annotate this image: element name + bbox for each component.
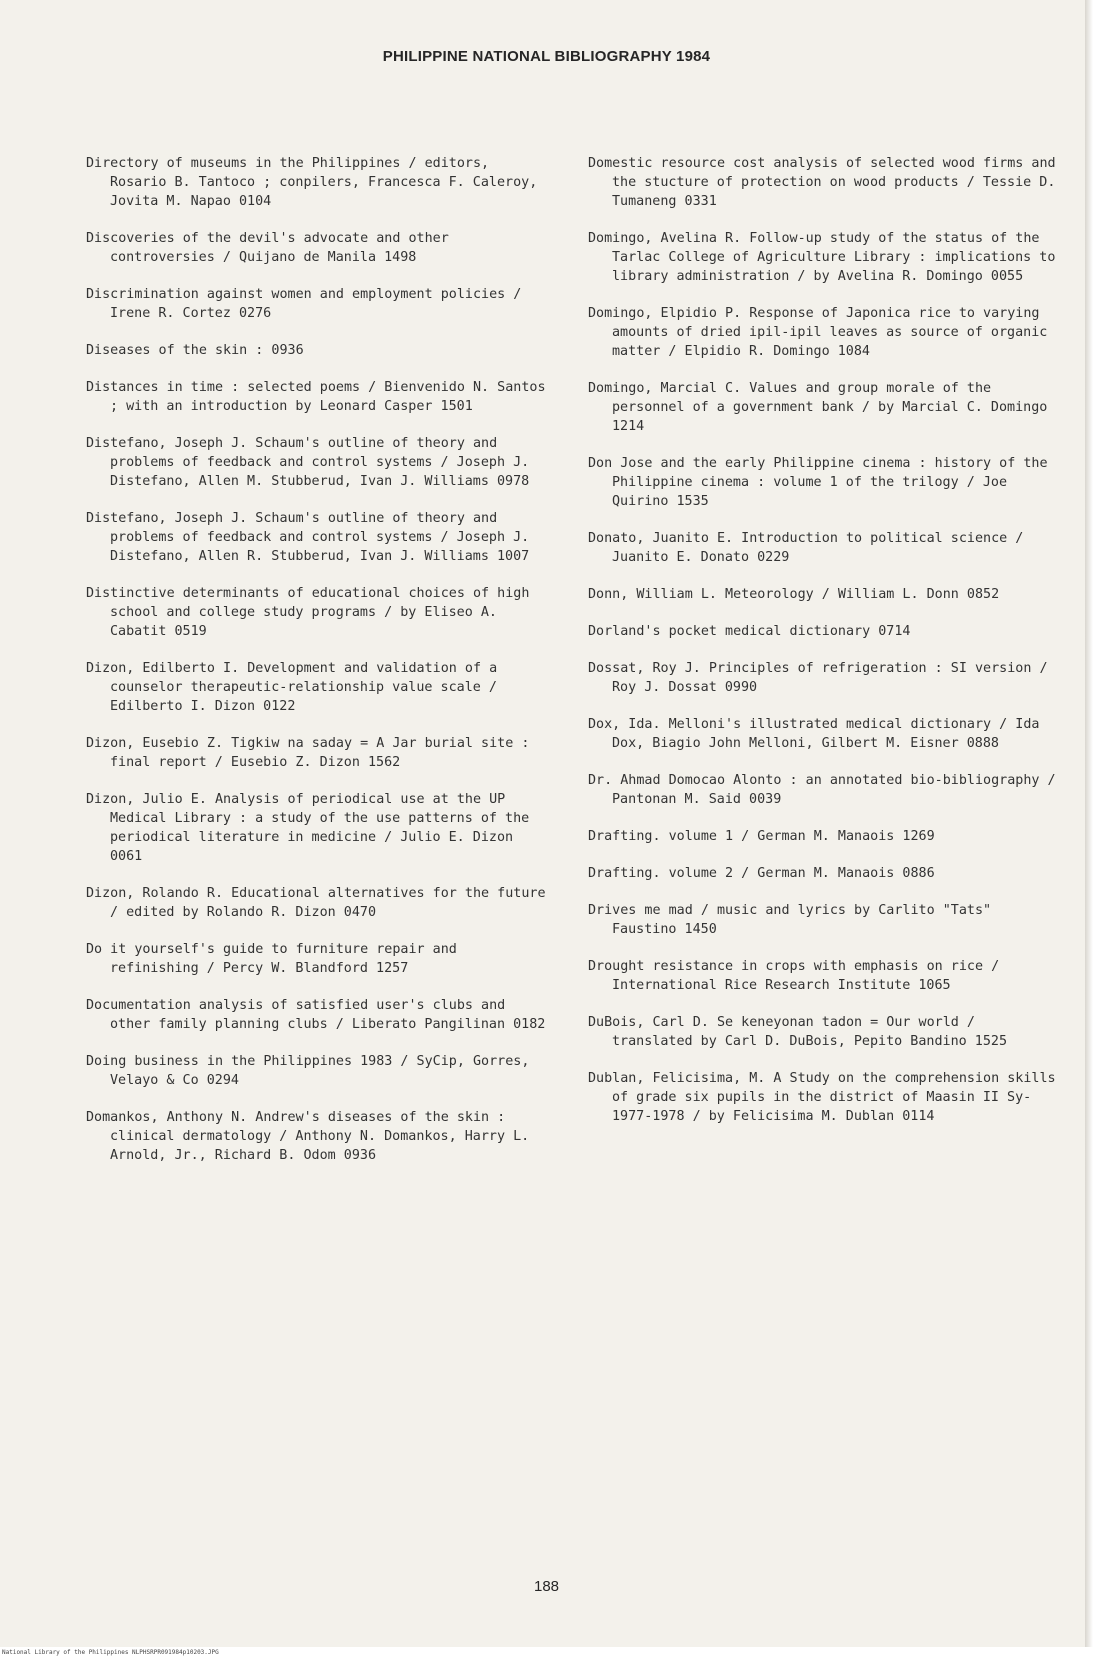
scan-footer: National Library of the Philippines NLPHSRPR091984p10203.JPG: [0, 1647, 1093, 1658]
bibliography-entry: Diseases of the skin : 0936: [86, 343, 304, 358]
bibliography-entry: Documentation analysis of satisfied user's clubs and other family planning clubs / Liberato Pangilinan 0182: [86, 998, 546, 1032]
bibliography-entry: Dossat, Roy J. Principles of refrigeration : SI version / Roy J. Dossat 0990: [588, 661, 1056, 695]
bibliography-entry: Distefano, Joseph J. Schaum's outline of theory and problems of feedback and control systems / Joseph J. Distefano, Allen M. Stubberud, Ivan J. Williams 0978: [86, 436, 538, 489]
bibliography-entry: DuBois, Carl D. Se keneyonan tadon = Our world / translated by Carl D. DuBois, Pepito Bandino 1525: [588, 1015, 1008, 1049]
right-column: [588, 154, 1064, 1144]
bibliography-entry: Domestic resource cost analysis of selected wood firms and the stucture of protection on wood products / Tessie D. Tumaneng 0331: [588, 156, 1064, 209]
bibliography-entry: Doing business in the Philippines 1983 / SyCip, Gorres, Velayo & Co 0294: [86, 1054, 538, 1088]
bibliography-entry: Domingo, Marcial C. Values and group morale of the personnel of a government bank / by Marcial C. Domingo 1214: [588, 381, 1056, 434]
bibliography-entry: Distinctive determinants of educational choices of high school and college study programs / by Eliseo A. Cabatit 0519: [86, 586, 538, 639]
bibliography-entry: Drafting. volume 2 / German M. Manaois 0886: [588, 866, 935, 881]
bibliography-entry: Domankos, Anthony N. Andrew's diseases of the skin : clinical dermatology / Anthony N. Domankos, Harry L. Arnold, Jr., Richard B. Odom 0936: [86, 1110, 538, 1163]
bibliography-entry: Donato, Juanito E. Introduction to political science / Juanito E. Donato 0229: [588, 531, 1032, 565]
left-column: [86, 154, 554, 1183]
bibliography-entry: Do it yourself's guide to furniture repair and refinishing / Percy W. Blandford 1257: [86, 942, 465, 976]
page-number: 188: [533, 1578, 560, 1595]
bibliography-entry: Drought resistance in crops with emphasis on rice / International Rice Research Institute 1065: [588, 959, 1008, 993]
bibliography-entry: Donn, William L. Meteorology / William L. Donn 0852: [588, 587, 1000, 602]
bibliography-entry: Dox, Ida. Melloni's illustrated medical dictionary / Ida Dox, Biagio John Melloni, Gilbert M. Eisner 0888: [588, 717, 1048, 751]
bibliography-entry: Drives me mad / music and lyrics by Carlito "Tats" Faustino 1450: [588, 903, 1000, 937]
bibliography-entry: Domingo, Elpidio P. Response of Japonica rice to varying amounts of dried ipil-ipil leaves as source of organic matter / Elpidio R. Domingo 1084: [588, 306, 1056, 359]
bibliography-entry: Dr. Ahmad Domocao Alonto : an annotated bio-bibliography / Pantonan M. Said 0039: [588, 773, 1064, 807]
page-header: PHILIPPINE NATIONAL BIBLIOGRAPHY 1984: [382, 48, 711, 65]
page-edge: [1085, 0, 1093, 1650]
bibliography-entry: Dizon, Eusebio Z. Tigkiw na saday = A Jar burial site : final report / Eusebio Z. Dizon 1562: [86, 736, 538, 770]
bibliography-entry: Dizon, Julio E. Analysis of periodical use at the UP Medical Library : a study of the use patterns of the periodical literature in medicine / Julio E. Dizon 0061: [86, 792, 538, 864]
bibliography-entry: Domingo, Avelina R. Follow-up study of the status of the Tarlac College of Agriculture Library : implications to library administration / by Avelina R. Domingo 0055: [588, 231, 1064, 284]
bibliography-entry: Dublan, Felicisima, M. A Study on the comprehension skills of grade six pupils in the district of Maasin II Sy-1977-1978 / by Felicisima M. Dublan 0114: [588, 1071, 1064, 1124]
bibliography-entry: Dizon, Edilberto I. Development and validation of a counselor therapeutic-relationship value scale / Edilberto I. Dizon 0122: [86, 661, 506, 714]
bibliography-entry: Distefano, Joseph J. Schaum's outline of theory and problems of feedback and control systems / Joseph J. Distefano, Allen R. Stubberud, Ivan J. Williams 1007: [86, 511, 538, 564]
bibliography-entry: Distances in time : selected poems / Bienvenido N. Santos ; with an introduction by Leonard Casper 1501: [86, 380, 554, 414]
bibliography-entry: Discrimination against women and employment policies / Irene R. Cortez 0276: [86, 287, 530, 321]
bibliography-entry: Discoveries of the devil's advocate and other controversies / Quijano de Manila 1498: [86, 231, 457, 265]
bibliography-entry: Don Jose and the early Philippine cinema : history of the Philippine cinema : volume 1 of the trilogy / Joe Quirino 1535: [588, 456, 1056, 509]
bibliography-entry: Directory of museums in the Philippines / editors, Rosario B. Tantoco ; conpilers, Francesca F. Caleroy, Jovita M. Napao 0104: [86, 156, 546, 209]
bibliography-entry: Dorland's pocket medical dictionary 0714: [588, 624, 911, 639]
bibliography-entry: Dizon, Rolando R. Educational alternatives for the future / edited by Rolando R. Dizon 0470: [86, 886, 554, 920]
bibliography-entry: Drafting. volume 1 / German M. Manaois 1269: [588, 829, 935, 844]
